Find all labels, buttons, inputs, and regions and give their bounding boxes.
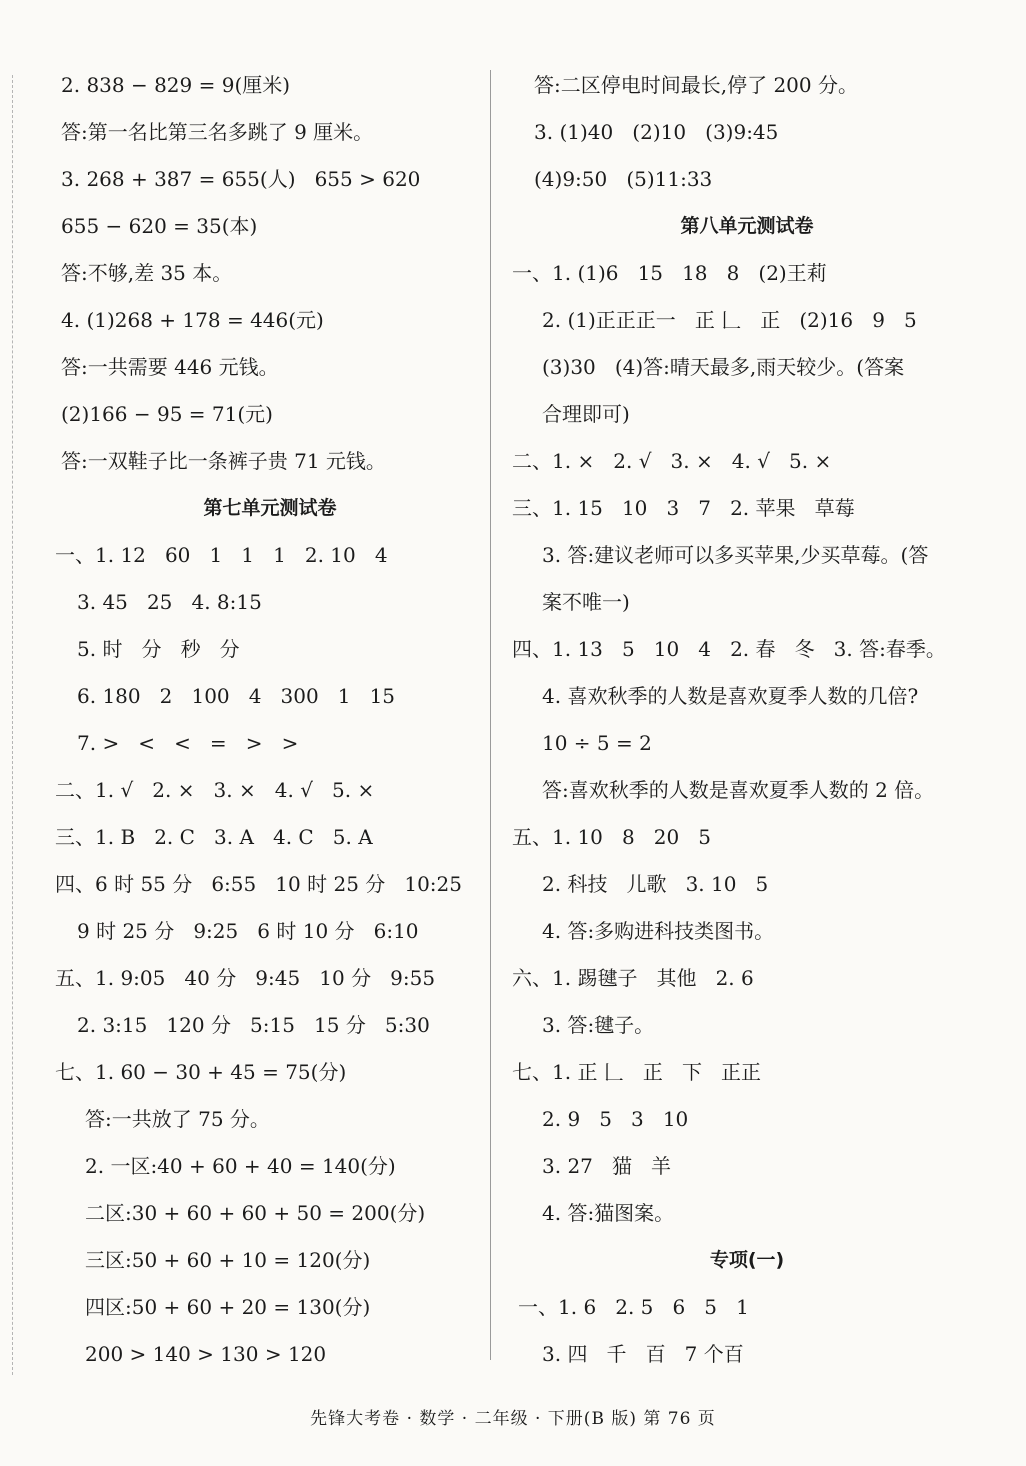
- answer-line: 4. 答:多购进科技类图书。: [542, 919, 775, 943]
- answer-line: 3. 答:毽子。: [542, 1013, 655, 1037]
- answer-line: 655 − 620 = 35(本): [61, 214, 258, 238]
- column-divider: [490, 70, 491, 1360]
- answer-line: 答:第一名比第三名多跳了 9 厘米。: [61, 120, 374, 144]
- left-column: [55, 62, 485, 1378]
- answer-line: 一、1. 12 60 1 1 1 2. 10 4: [55, 543, 388, 567]
- answer-line: 四区:50 + 60 + 20 = 130(分): [85, 1295, 371, 1319]
- answer-line: 一、1. 6 2. 5 6 5 1: [518, 1295, 749, 1319]
- answer-line: 2. 科技 儿歌 3. 10 5: [542, 872, 769, 896]
- answer-line: 2. 838 − 829 = 9(厘米): [61, 73, 291, 97]
- answer-line: 7. > < < = > >: [77, 731, 299, 755]
- answer-line: 答:一共放了 75 分。: [85, 1107, 270, 1131]
- answer-line: 一、1. (1)6 15 18 8 (2)王莉: [512, 261, 827, 285]
- answer-line: 二、1. × 2. √ 3. × 4. √ 5. ×: [512, 449, 832, 473]
- answer-line: 3. 四 千 百 7 个百: [542, 1342, 744, 1366]
- answer-line: 3. 27 猫 羊: [542, 1154, 672, 1178]
- answer-line: 三、1. 15 10 3 7 2. 苹果 草莓: [512, 496, 855, 520]
- answer-line: (3)30 (4)答:晴天最多,雨天较少。(答案: [542, 355, 905, 379]
- answer-line: 五、1. 10 8 20 5: [512, 825, 712, 849]
- answer-line: 六、1. 踢毽子 其他 2. 6: [512, 966, 754, 990]
- answer-line: 二、1. √ 2. × 3. × 4. √ 5. ×: [55, 778, 375, 802]
- answer-line: 案不唯一): [542, 590, 630, 614]
- section-heading: 第八单元测试卷: [680, 215, 814, 237]
- answer-line: 合理即可): [542, 402, 630, 426]
- answer-line: (2)166 − 95 = 71(元): [61, 402, 273, 426]
- answer-line: 三、1. B 2. C 3. A 4. C 5. A: [55, 825, 373, 849]
- answer-line: 2. 9 5 3 10: [542, 1107, 689, 1131]
- answer-line: 答:一共需要 446 元钱。: [61, 355, 279, 379]
- answer-line: 5. 时 分 秒 分: [77, 637, 240, 661]
- answer-line: 七、1. 正 𠃊 正 下 正正: [512, 1060, 762, 1084]
- answer-line: 2. (1)正正正一 正 𠃊 正 (2)16 9 5: [542, 308, 917, 332]
- answer-line: 3. (1)40 (2)10 (3)9:45: [534, 120, 779, 144]
- answer-line: 3. 268 + 387 = 655(人) 655 > 620: [61, 167, 421, 191]
- answer-line: 6. 180 2 100 4 300 1 15: [77, 684, 396, 708]
- answer-line: 4. 喜欢秋季的人数是喜欢夏季人数的几倍?: [542, 684, 919, 708]
- section-heading: 第七单元测试卷: [203, 497, 337, 519]
- right-column: [512, 62, 982, 1378]
- answer-line: 答:不够,差 35 本。: [61, 261, 233, 285]
- answer-line: 四、1. 13 5 10 4 2. 春 冬 3. 答:春季。: [512, 637, 946, 661]
- answer-line: 四、6 时 55 分 6:55 10 时 25 分 10:25: [55, 872, 462, 896]
- answer-line: 9 时 25 分 9:25 6 时 10 分 6:10: [77, 919, 419, 943]
- answer-line: 七、1. 60 − 30 + 45 = 75(分): [55, 1060, 347, 1084]
- page-footer: 先锋大考卷 · 数学 · 二年级 · 下册(B 版) 第 76 页: [310, 1409, 716, 1429]
- answer-line: 答:喜欢秋季的人数是喜欢夏季人数的 2 倍。: [542, 778, 935, 802]
- answer-line: 10 ÷ 5 = 2: [542, 731, 652, 755]
- answer-line: 答:一双鞋子比一条裤子贵 71 元钱。: [61, 449, 386, 473]
- answer-line: 200 > 140 > 130 > 120: [85, 1342, 327, 1366]
- answer-line: 答:二区停电时间最长,停了 200 分。: [534, 73, 858, 97]
- answer-line: 4. (1)268 + 178 = 446(元): [61, 308, 324, 332]
- answer-line: (4)9:50 (5)11:33: [534, 167, 713, 191]
- answer-line: 4. 答:猫图案。: [542, 1201, 675, 1225]
- answer-line: 2. 3:15 120 分 5:15 15 分 5:30: [77, 1013, 430, 1037]
- section-heading: 专项(一): [709, 1249, 785, 1271]
- answer-line: 五、1. 9:05 40 分 9:45 10 分 9:55: [55, 966, 436, 990]
- answer-line: 3. 45 25 4. 8:15: [77, 590, 262, 614]
- answer-line: 二区:30 + 60 + 60 + 50 = 200(分): [85, 1201, 426, 1225]
- answer-line: 2. 一区:40 + 60 + 40 = 140(分): [85, 1154, 396, 1178]
- answer-line: 三区:50 + 60 + 10 = 120(分): [85, 1248, 371, 1272]
- binding-edge-line: [12, 75, 13, 1375]
- answer-line: 3. 答:建议老师可以多买苹果,少买草莓。(答: [542, 543, 929, 567]
